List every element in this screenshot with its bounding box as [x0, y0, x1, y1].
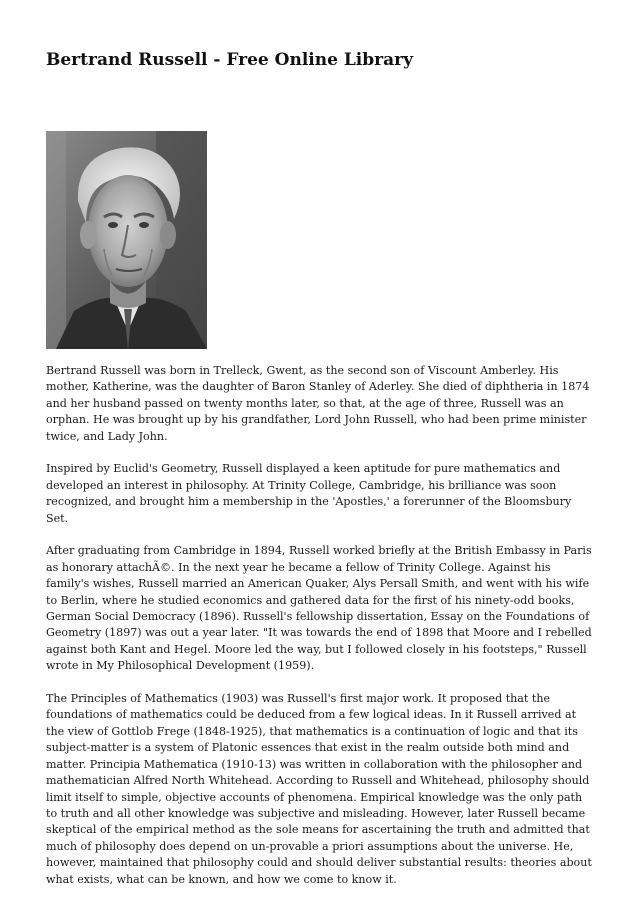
- paragraph-biography: Bertrand Russell was born in Trelleck, Gwent, as the second son of Viscount Amberley. His mother, Katherine, was the daughter of Baron Stanley of Aderley. She died of diphtheria in 1874 and her husband passed on twenty months later, so that, at the age of three, Russell was an orphan. He was brought up by his grandfather, Lord John Russell, who had been prime minister twice, and Lady John.: [46, 364, 590, 443]
- portrait-photo: [46, 131, 207, 349]
- portrait-image: [46, 131, 207, 349]
- paragraph-education: Inspired by Euclid's Geometry, Russell displayed a keen aptitude for pure mathematics and developed an interest in philosophy. At Trinity College, Cambridge, his brilliance was soon recognized, and brought him a membership in the 'Apostles,' a forerunner of the Bloomsbury Set.: [46, 462, 572, 525]
- paragraph-principles: The Principles of Mathematics (1903) was Russell's first major work. It proposed that the foundations of mathematics could be deduced from a few logical ideas. In it Russell arrived at the view of Gottlob Frege (1848-1925), that mathematics is a continuation of logic and that its subject-matter is a system of Platonic essences that exist in the realm outside both mind and matter. Principia Mathematica (1910-13) was written in collaboration with the philosopher and mathematician Alfred North Whitehead. According to Russell and Whitehead, philosophy should limit itself to simple, objective accounts of phenomena. Empirical knowledge was the only path to truth and all other knowledge was subjective and misleading. However, later Russell became skeptical of the empirical method as the sole means for ascertaining the truth and admitted that much of philosophy does depend on un-provable a priori assumptions about the universe. He, however, maintained that philosophy could and should deliver substantial results: theories about what exists, what can be known, and how we come to know it.: [46, 692, 592, 886]
- article-body: [46, 363, 592, 904]
- paragraph-career: After graduating from Cambridge in 1894, Russell worked briefly at the British Embassy in Paris as honorary attachÃ©. In the next year he became a fellow of Trinity College. Against his family's wishes, Russell married an American Quaker, Alys Persall Smith, and went with his wife to Berlin, where he studied economics and gathered data for the first of his ninety-odd books, German Social Democracy (1896). Russell's fellowship dissertation, Essay on the Foundations of Geometry (1897) was out a year later. "It was towards the end of 1898 that Moore and I rebelled against both Kant and Hegel. Moore led the way, but I followed closely in his footsteps," Russell wrote in My Philosophical Development (1959).: [46, 544, 592, 673]
- page-title: Bertrand Russell - Free Online Library: [46, 50, 413, 70]
